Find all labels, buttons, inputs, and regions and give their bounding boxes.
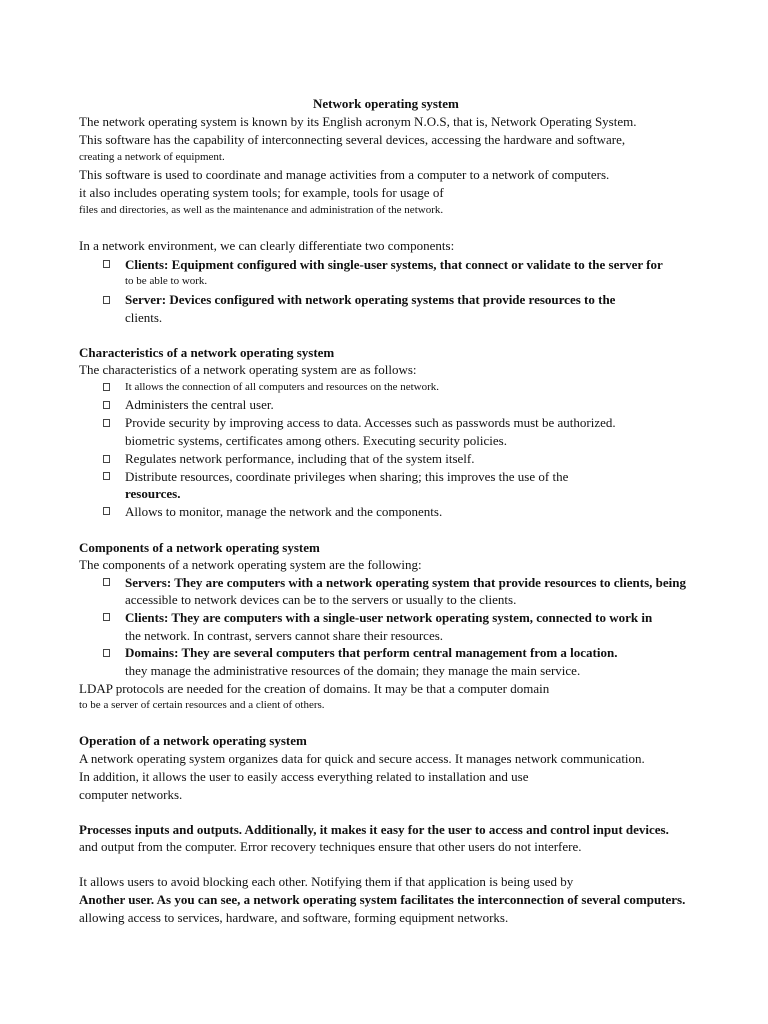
- page-title: Network operating system: [313, 96, 459, 111]
- components-after-line: to be a server of certain resources and a client of others.: [79, 699, 325, 711]
- intro-line: files and directories, as well as the maintenance and administration of the network.: [79, 204, 444, 216]
- intro-line: The network operating system is known by its English acronym N.O.S, that is, Network Operating System.: [79, 114, 637, 129]
- operation-line: allowing access to services, hardware, and software, forming equipment networks.: [79, 910, 509, 925]
- component-item: Servers: They are computers with a network operating system that provide resources to clients, being: [125, 575, 686, 590]
- characteristic-item-cont: biometric systems, certificates among others. Executing security policies.: [125, 433, 507, 448]
- characteristic-item: Regulates network performance, including that of the system itself.: [125, 451, 475, 466]
- component-item-cont: accessible to network devices can be to the servers or usually to the clients.: [125, 592, 517, 607]
- component-item: Clients: They are computers with a single-user network operating system, connected to work in: [125, 610, 653, 625]
- operation-line: Another user. As you can see, a network operating system facilitates the interconnection of several computers.: [79, 892, 686, 907]
- environment-item: Clients: Equipment configured with single-user systems, that connect or validate to the server for: [125, 257, 663, 272]
- bullet-icon: [103, 419, 110, 427]
- bullet-icon: [103, 649, 110, 657]
- bullet-icon: [103, 296, 110, 304]
- operation-line: and output from the computer. Error recovery techniques ensure that other users do not interfere.: [79, 839, 582, 854]
- operation-line: Processes inputs and outputs. Additionally, it makes it easy for the user to access and control input devices.: [79, 822, 669, 837]
- component-item-cont: they manage the administrative resources of the domain; they manage the main service.: [125, 663, 581, 678]
- component-item-cont: the network. In contrast, servers cannot share their resources.: [125, 628, 444, 643]
- bullet-icon: [103, 401, 110, 409]
- components-heading: Components of a network operating system: [79, 540, 320, 555]
- characteristic-item: Provide security by improving access to data. Accesses such as passwords must be authorized.: [125, 415, 616, 430]
- intro-line: This software is used to coordinate and manage activities from a computer to a network of computers.: [79, 167, 610, 182]
- components-after-line: LDAP protocols are needed for the creation of domains. It may be that a computer domain: [79, 681, 550, 696]
- characteristic-item: Administers the central user.: [125, 397, 274, 412]
- characteristics-heading: Characteristics of a network operating system: [79, 345, 335, 360]
- bullet-icon: [103, 613, 110, 621]
- intro-line: creating a network of equipment.: [79, 151, 225, 163]
- bullet-icon: [103, 578, 110, 586]
- operation-line: A network operating system organizes data for quick and secure access. It manages network communication.: [79, 751, 645, 766]
- operation-line: computer networks.: [79, 787, 183, 802]
- bullet-icon: [103, 260, 110, 268]
- bullet-icon: [103, 472, 110, 480]
- environment-lead: In a network environment, we can clearly differentiate two components:: [79, 238, 455, 253]
- characteristic-item-cont: resources.: [125, 486, 181, 501]
- intro-line: This software has the capability of interconnecting several devices, accessing the hardware and software,: [79, 132, 626, 147]
- operation-line: In addition, it allows the user to easily access everything related to installation and use: [79, 769, 529, 784]
- characteristics-lead: The characteristics of a network operating system are as follows:: [79, 362, 417, 377]
- bullet-icon: [103, 383, 110, 391]
- intro-line: it also includes operating system tools; for example, tools for usage of: [79, 185, 444, 200]
- operation-line: It allows users to avoid blocking each other. Notifying them if that application is being used by: [79, 874, 574, 889]
- characteristic-item: It allows the connection of all computers and resources on the network.: [125, 381, 440, 393]
- characteristic-item: Allows to monitor, manage the network and the components.: [125, 504, 443, 519]
- bullet-icon: [103, 455, 110, 463]
- component-item: Domains: They are several computers that perform central management from a location.: [125, 645, 618, 660]
- characteristic-item: Distribute resources, coordinate privileges when sharing; this improves the use of the: [125, 469, 569, 484]
- components-lead: The components of a network operating system are the following:: [79, 557, 422, 572]
- bullet-icon: [103, 507, 110, 515]
- operation-heading: Operation of a network operating system: [79, 733, 307, 748]
- environment-item-cont: to be able to work.: [125, 275, 208, 287]
- environment-item: Server: Devices configured with network operating systems that provide resources to the: [125, 292, 616, 307]
- environment-item-cont: clients.: [125, 310, 163, 325]
